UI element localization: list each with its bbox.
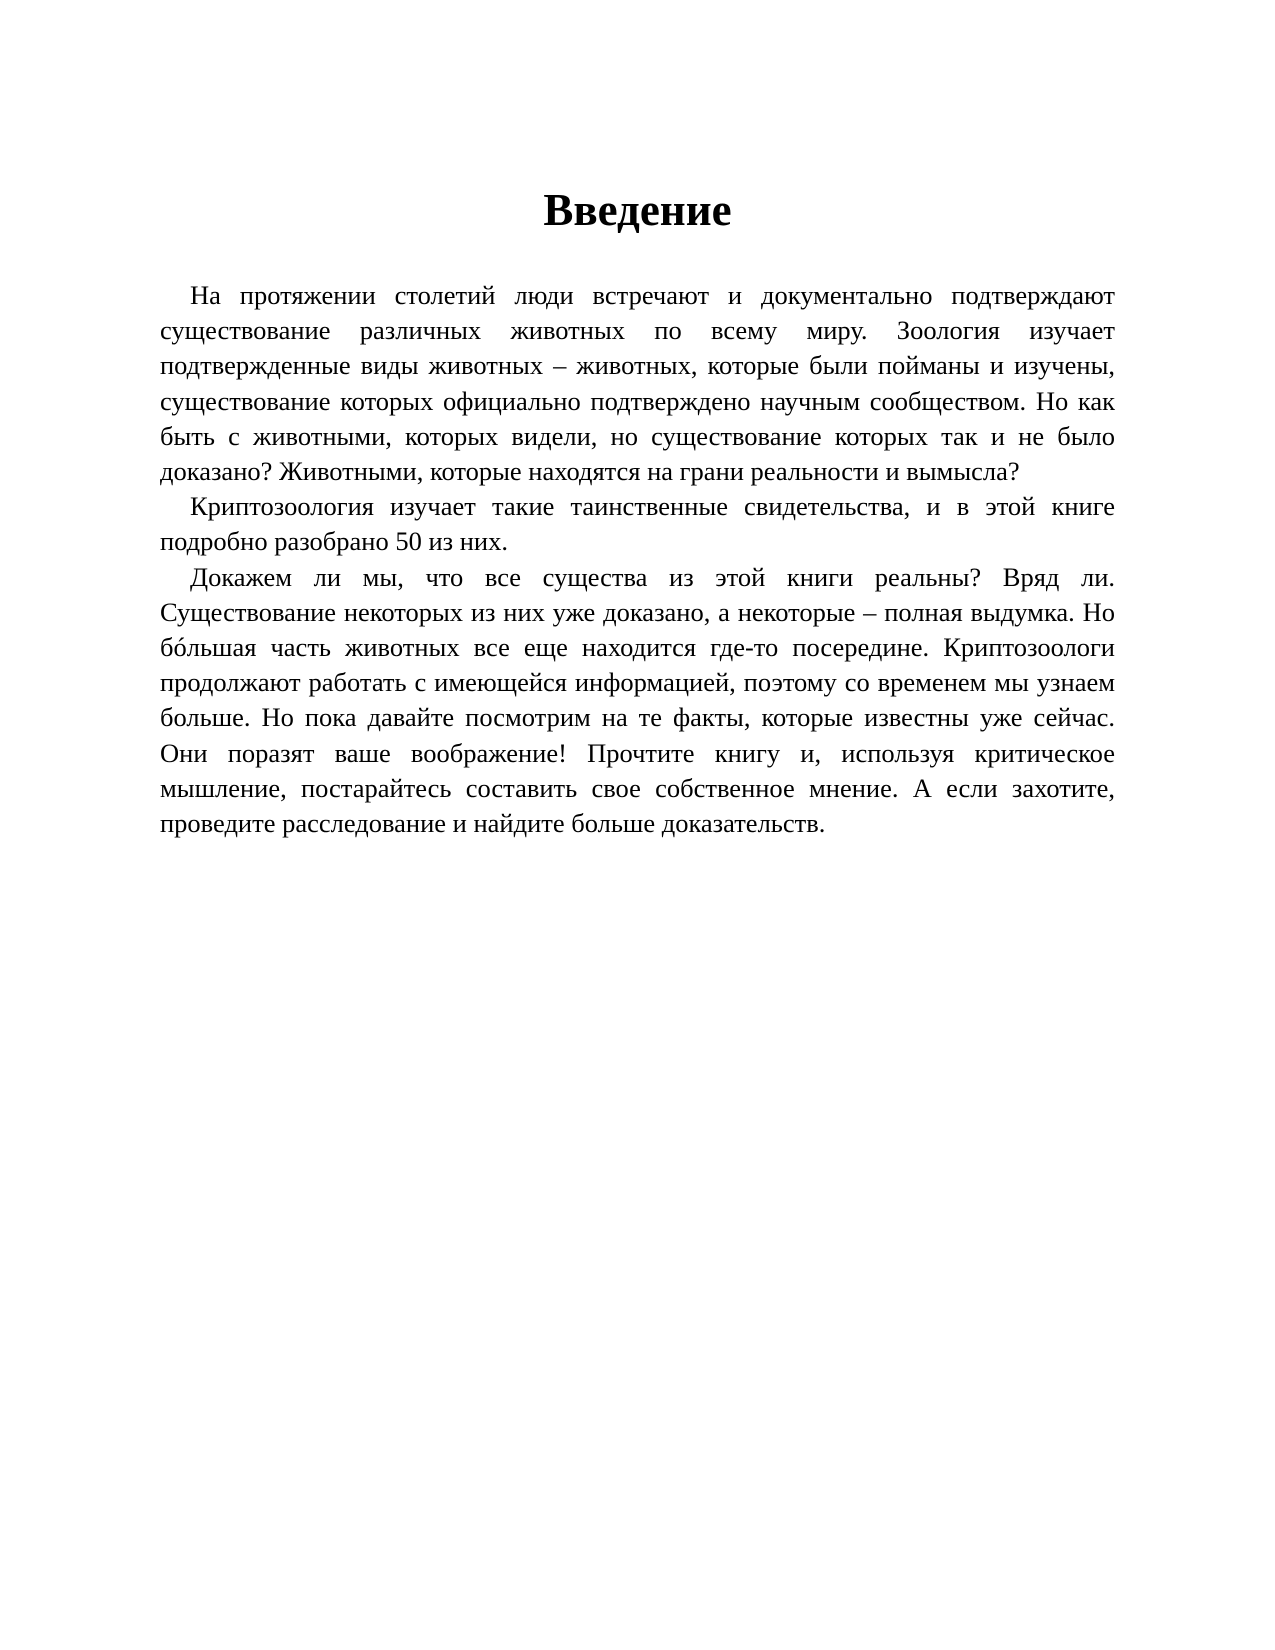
paragraph-conclusion: Докажем ли мы, что все существа из этой книги реальны? Вряд ли. Существование некоторых из них уже доказано, а некоторые – полная выдумка. Но бóльшая часть животных все еще находится где-то посередине. Криптозоологи продолжают работать с имеющейся информацией, поэтому со временем мы узнаем больше. Но пока давайте посмотрим на те факты, которые известны уже сейчас. Они поразят ваше воображение! Прочтите книгу и, используя критическое мышление, постарайтесь составить свое собственное мнение. А если захотите, проведите расследование и найдите больше доказательств. xyxy=(160,561,1115,839)
body-text xyxy=(160,278,1115,841)
paragraph-intro: На протяжении столетий люди встречают и документально подтверждают существование различных животных по всему миру. Зоология изучает подтвержденные виды животных – животных, которые были пойманы и изучены, существование которых официально подтверждено научным сообществом. Но как быть с животными, которых видели, но существование которых так и не было доказано? Животными, которые находятся на грани реальности и вымысла? xyxy=(160,280,1115,487)
paragraph-cryptozoology: Криптозоология изучает такие таинственные свидетельства, и в этой книге подробно разобрано 50 из них. xyxy=(160,491,1115,557)
page-title: Введение xyxy=(543,185,732,235)
